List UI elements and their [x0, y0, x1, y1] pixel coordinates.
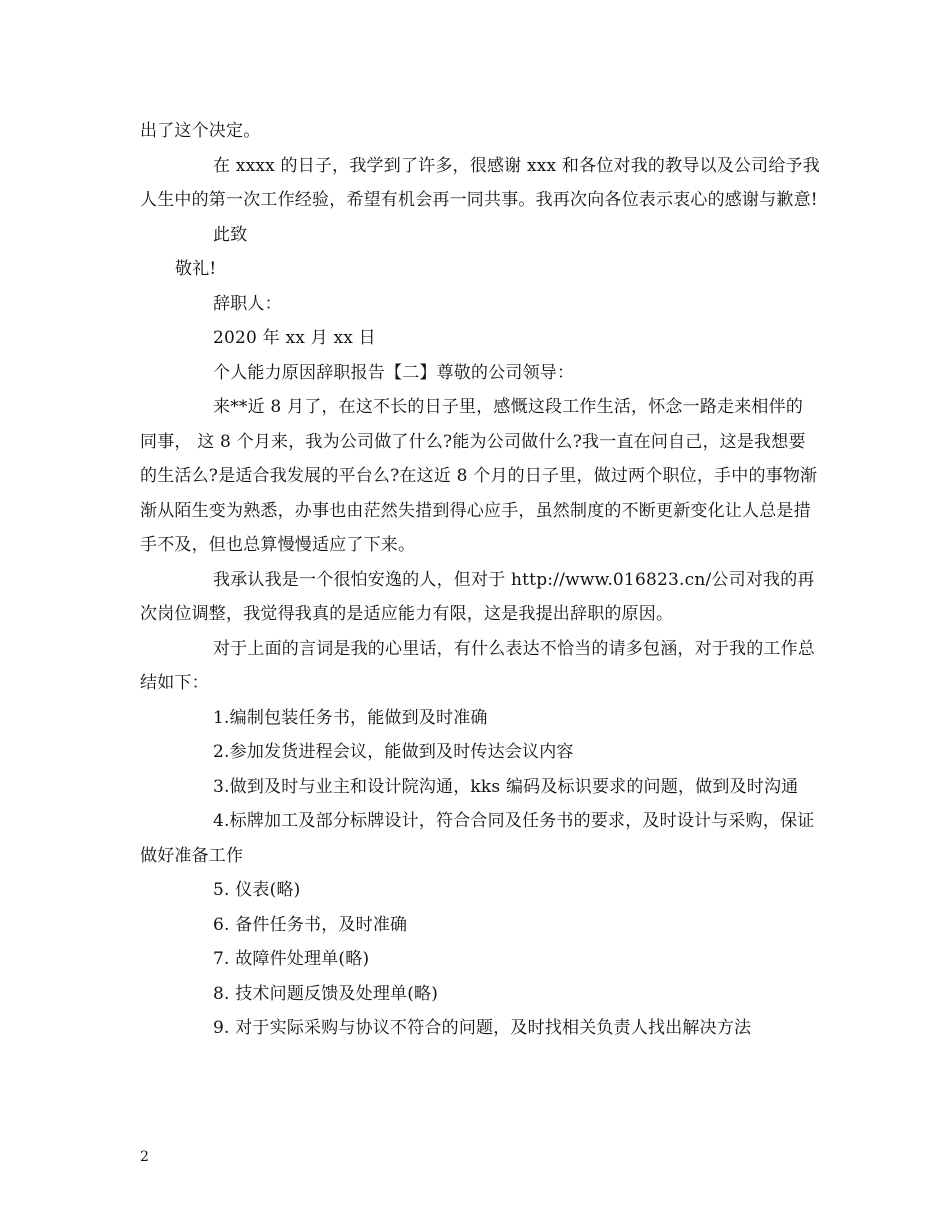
document-body	[140, 114, 820, 1046]
list-item-9: 9. 对于实际采购与协议不符合的问题，及时找相关负责人找出解决方法	[213, 1018, 752, 1038]
closing-regards: 敬礼!	[175, 259, 217, 279]
list-item-8: 8. 技术问题反馈及处理单(略)	[213, 983, 439, 1004]
signature-date: 2020 年 xx 月 xx 日	[213, 328, 376, 348]
page-number: 2	[140, 1149, 149, 1165]
paragraph-10: 对于上面的言词是我的心里话，有什么表达不恰当的请多包涵，对于我的工作总结如下：	[140, 638, 815, 693]
list-item-3: 3.做到及时与业主和设计院沟通，kks 编码及标识要求的问题，做到及时沟通	[213, 776, 799, 797]
list-item-2: 2.参加发货进程会议，能做到及时传达会议内容	[213, 742, 574, 762]
list-item-1: 1.编制包装任务书，能做到及时准确	[213, 707, 488, 728]
paragraph-1: 出了这个决定。	[140, 121, 261, 141]
closing-salutation: 此致	[213, 224, 248, 245]
list-item-6: 6. 备件任务书，及时准确	[213, 914, 408, 935]
paragraph-9: 我承认我是一个很怕安逸的人，但对于 http://www.016823.cn/公司对我的再次岗位调整，我觉得我真的是适应能力有限，这是我提出辞职的原因。	[140, 569, 815, 624]
signature-label: 辞职人：	[213, 293, 282, 314]
section-title: 个人能力原因辞职报告【二】尊敬的公司领导：	[213, 362, 575, 383]
list-item-7: 7. 故障件处理单(略)	[213, 949, 370, 969]
paragraph-8: 来**近 8 月了，在这不长的日子里，感慨这段工作生活，怀念一路走来相伴的同事， 这 8 个月来，我为公司做了什么?能为公司做什么?我一直在问自己，这是我想要的生活么?是适合我发展的平台么?在这近 8 个月的日子里，做过两个职位，手中的事物渐渐从陌生变为熟悉，办事也由茫然失措到得心应手，虽然制度的不断更新变化让人总是措手不及，但也总算慢慢适应了下来。	[140, 397, 818, 555]
list-item-5: 5. 仪表(略)	[213, 880, 301, 900]
list-item-4: 4.标牌加工及部分标牌设计，符合合同及任务书的要求，及时设计与采购，保证做好准备工作	[140, 811, 815, 866]
paragraph-2: 在 xxxx 的日子，我学到了许多，很感谢 xxx 和各位对我的教导以及公司给予我人生中的第一次工作经验，希望有机会再一同共事。我再次向各位表示衷心的感谢与歉意!	[140, 155, 820, 210]
